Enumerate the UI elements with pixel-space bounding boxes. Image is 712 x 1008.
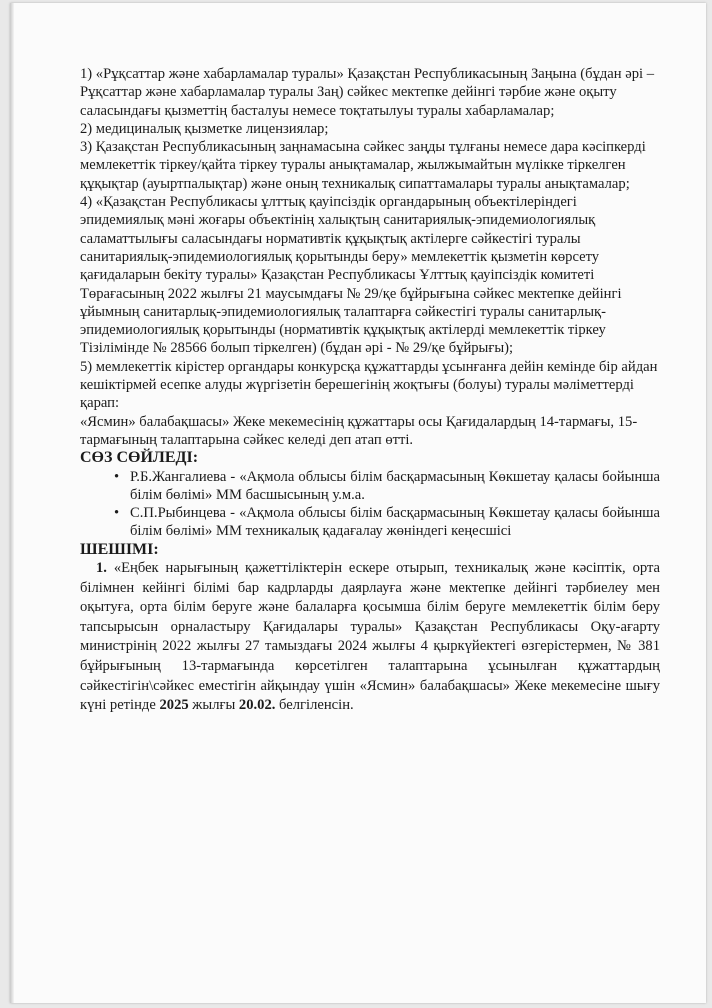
- paragraph-item-4: 4) «Қазақстан Республикасы ұлттық қауіпсіздік органдарының объектілеріндегі эпидемиялық мәні жоғары объектінің халықтың санитариялық-эпидемиологиялық саламаттылығы саласындағы нормативтік құқықтық актілерге сәйкестігі туралы санитариялық-эпидемиологиялық қорытынды беру» мемлекеттік қызметін көрсету қағидаларын бекіту туралы» Қазақстан Республикасы Ұлттық қауіпсіздік комитеті Төрағасының 2022 жылғы 21 маусымдағы № 29/қе бұйрығына сәйкес мектепке дейінгі ұйымның санитарлық-эпидемиологиялық талаптарға сәйкестігі туралы санитарлық-эпидемиологиялық қорытынды (нормативтік құқықтық актілерді мемлекеттік тіркеу Тізілімінде № 28566 болып тіркелген) (бұдан әрі - № 29/қе бұйрығы);: [80, 194, 622, 357]
- decision-number: 1.: [96, 560, 107, 577]
- speaker-item: [80, 504, 660, 541]
- decision-text-mid: жылғы: [188, 697, 239, 714]
- scan-edge: [10, 3, 14, 1003]
- paragraph-conclusion: «Ясмин» балабақшасы» Жеке мекемесінің құжаттары осы Қағидалардың 14-тармағы, 15-тармағының талаптарына сәйкес келеді деп атап өтті.: [80, 413, 638, 448]
- decision-year: 2025: [159, 697, 189, 714]
- decision-date: 20.02.: [238, 697, 276, 714]
- speaker-item: [80, 468, 660, 505]
- speaker-text: Р.Б.Жангалиева - «Ақмола облысы білім басқармасының Көкшетау қаласы бойынша білім бөлімі» ММ басшысының у.м.а.: [130, 468, 660, 503]
- speakers-heading: СӨЗ СӨЙЛЕДІ:: [80, 449, 199, 467]
- bullet-icon: •: [114, 468, 120, 485]
- decision-heading: ШЕШІМІ:: [80, 540, 159, 558]
- decision-text-end: белгіленсін.: [275, 697, 354, 714]
- paragraph-item-3: 3) Қазақстан Республикасының заңнамасына сәйкес заңды тұлғаны немесе дара кәсіпкерді мемлекеттік тіркеу/қайта тіркеу туралы анықтамалар, жылжымайтын мүлікке тіркелген құқықтар (ауыртпалықтар) және оның техникалық сипаттамалары туралы анықтамалар;: [80, 139, 646, 192]
- document-page: [10, 3, 706, 1003]
- bullet-icon: •: [114, 505, 120, 522]
- speaker-text: С.П.Рыбинцева - «Ақмола облысы білім басқармасының Көкшетау қаласы бойынша білім бөлімі» ММ техникалық қадағалау жөніндегі кеңесшісі: [130, 505, 660, 540]
- decision-text: «Еңбек нарығының қажеттіліктерін ескере отырып, техникалық және кәсіптік, орта білімнен кейінгі білімі бар кадрларды даярлауға және мектепке дейінгі тәрбиелеу мен оқытуға, орта білім беруге және балаларға қосымша білім беруге мемлекеттік білім беру тапсырысын орналастыру Қағидалары туралы» Қазақстан Республикасы Оқу-ағарту министрінің 2022 жылғы 27 тамыздағы 2024 жылғы 4 қыркүйектегі өзгерістермен, № 381 бұйрығының 13-тармағында көрсетілген талаптарына ұсынылған құжаттардың сәйкестігін\сәйкес еместігін айқындау үшін «Ясмин» балабақшасы» Жеке мекемесіне шығу күні ретінде: [80, 560, 660, 714]
- paragraph-item-5: 5) мемлекеттік кірістер органдары конкурсқа құжаттарды ұсынғанға дейін кемінде бір айдан кешіктірмей есепке алуды жүргізетін берешегінің жоқтығы (болуы) туралы мәліметтерді қарап:: [80, 358, 658, 412]
- document-body: [80, 65, 660, 716]
- paragraph-item-2: 2) медициналық қызметке лицензиялар;: [80, 120, 329, 137]
- speakers-list: [80, 468, 660, 541]
- paragraph-item-1: 1) «Рұқсаттар және хабарламалар туралы» Қазақстан Республикасының Заңына (бұдан әрі – Рұқсаттар және хабарламалар туралы Заң) сәйкес мектепке дейінгі тәрбие және оқыту саласындағы қызметтің басталуы немесе тоқтатылуы туралы хабарламалар;: [80, 66, 655, 119]
- decision-paragraph: [80, 559, 660, 716]
